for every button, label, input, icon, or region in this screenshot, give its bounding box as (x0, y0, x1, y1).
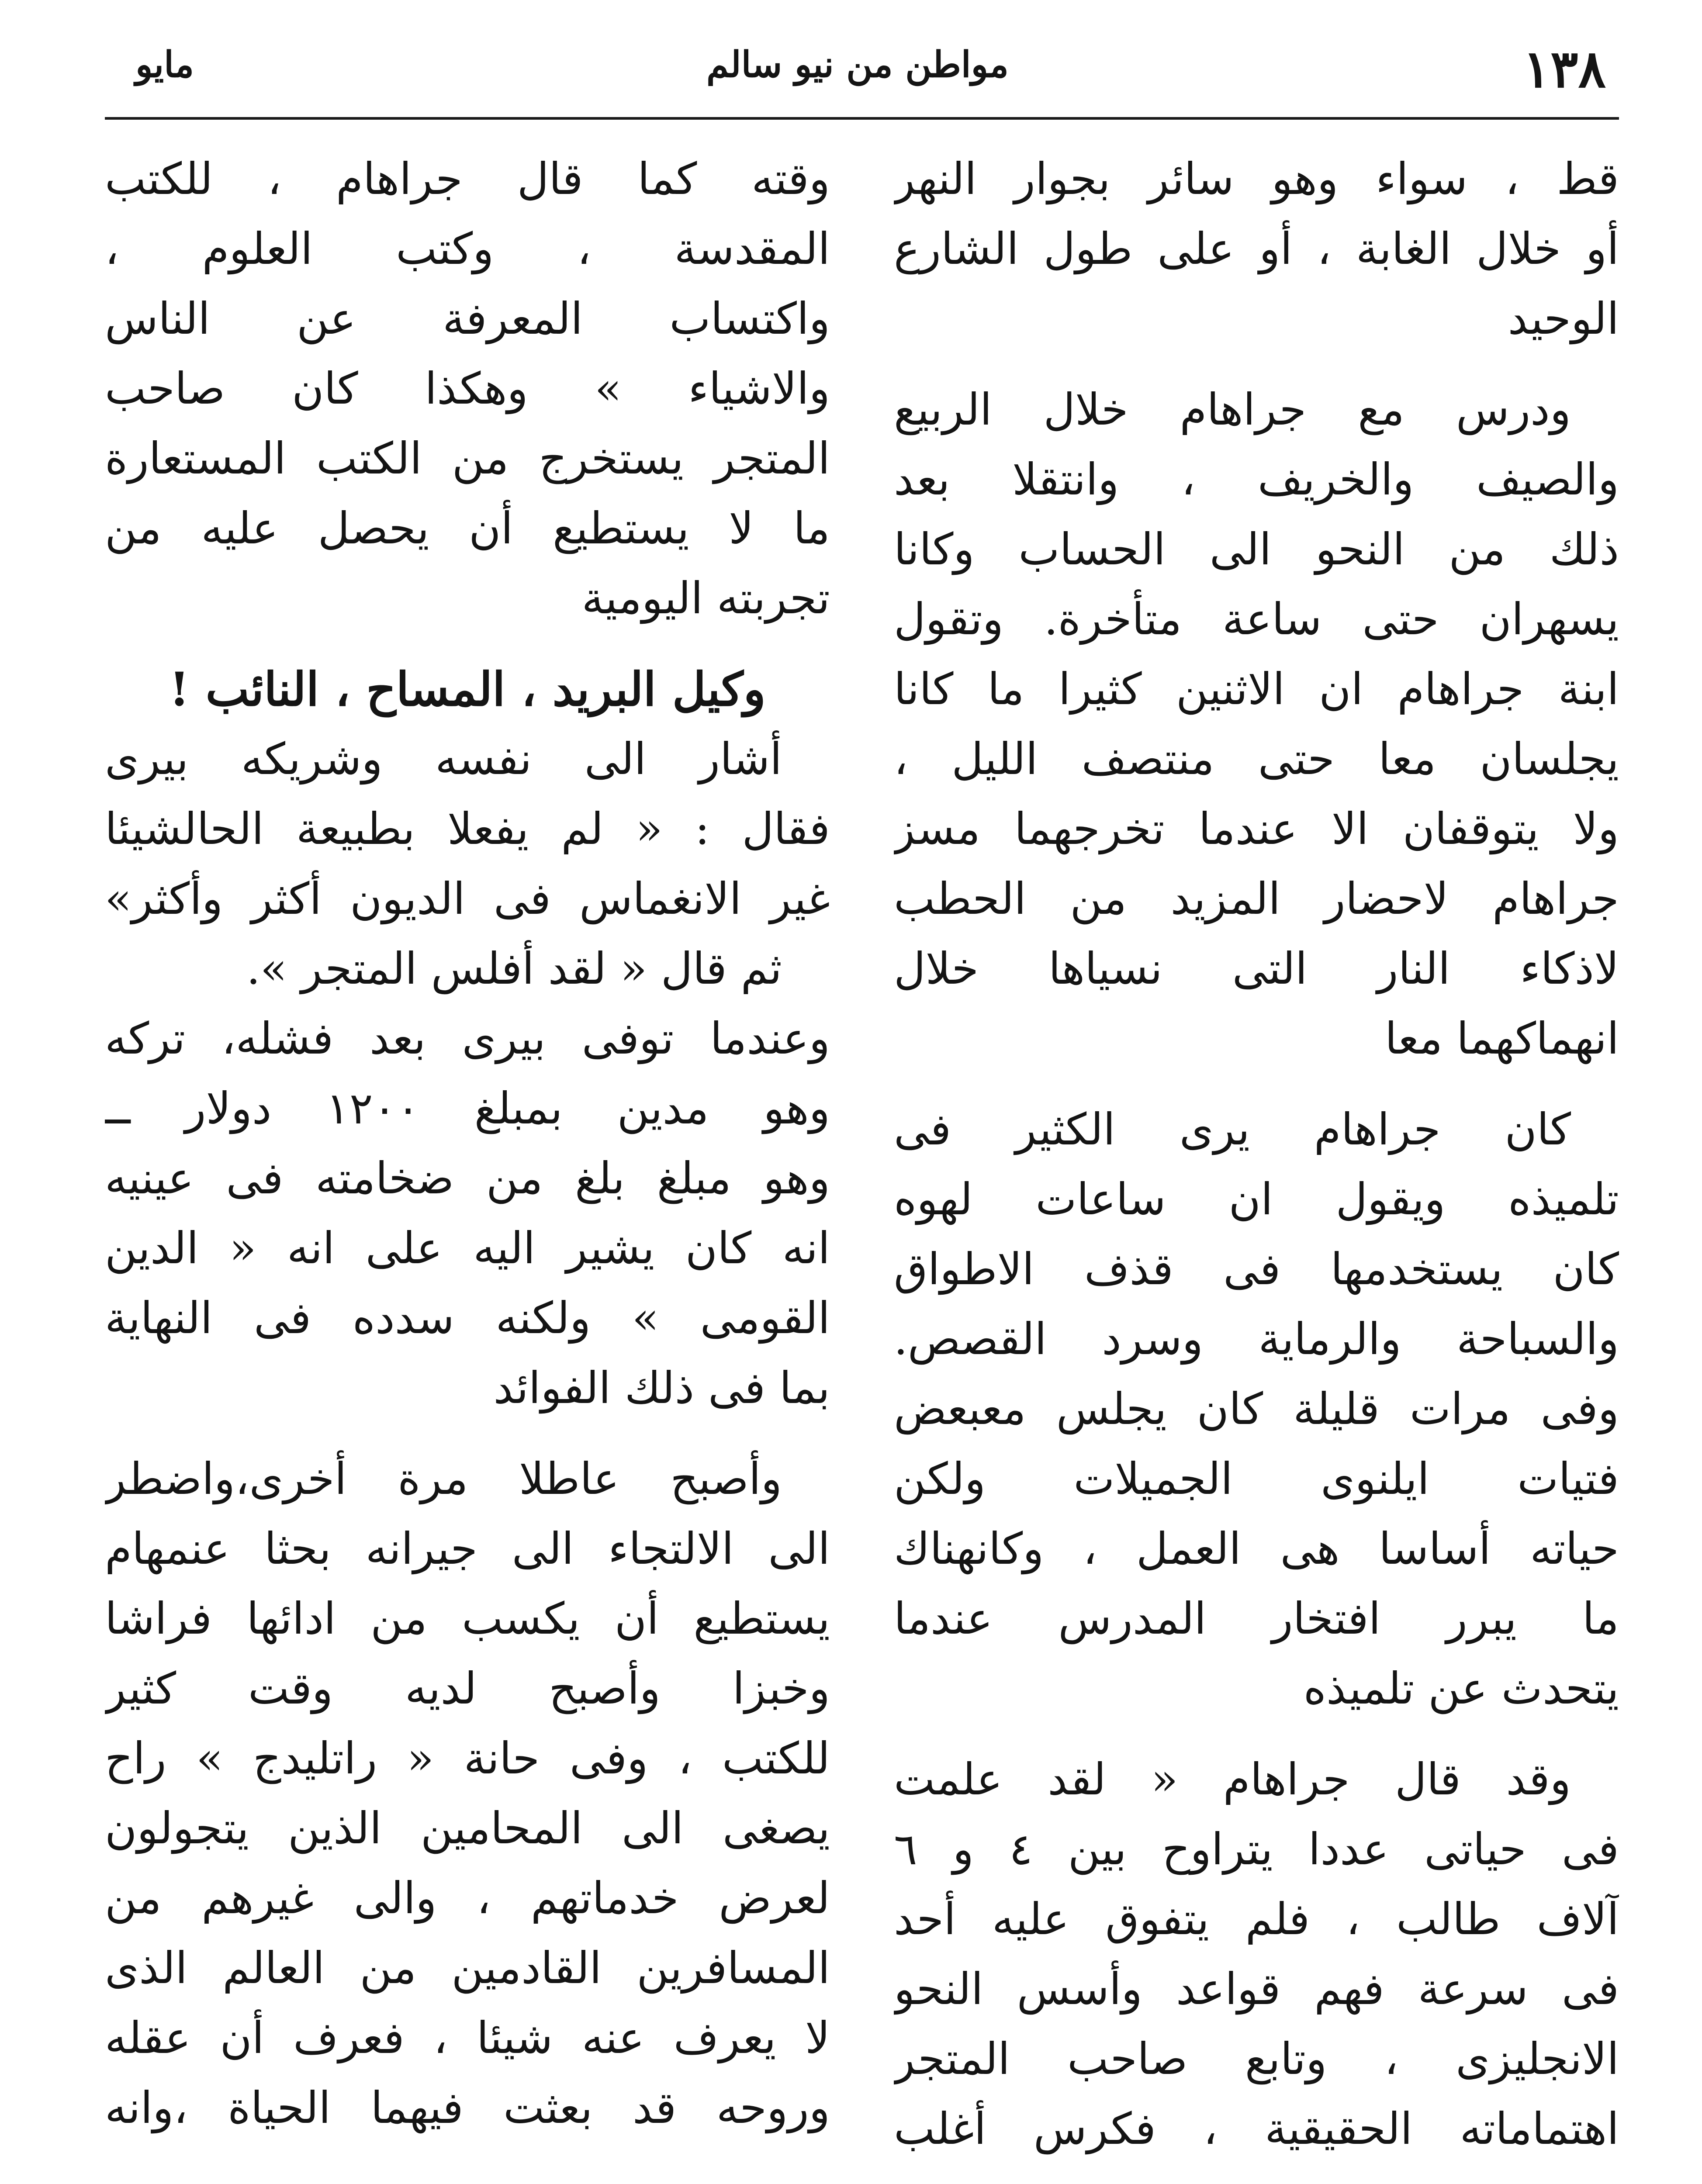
text-line: الانجليزى ، وتابع صاحب المتجر (894, 2033, 1619, 2084)
text-line: انه كان يشير اليه على انه « الدين (105, 1223, 830, 1274)
text-line: لا يعرف عنه شيئا ، فعرف أن عقله (105, 2012, 830, 2063)
text-line: وقته كما قال جراهام ، للكتب (105, 153, 830, 204)
text-line: قط ، سواء وهو سائر بجوار النهر (894, 153, 1619, 204)
text-line: يتحدث عن تلميذه (1303, 1663, 1619, 1714)
text-line: بما فى ذلك الفوائد (493, 1362, 830, 1413)
text-line: وخبزا وأصبح لديه وقت كثير (105, 1663, 830, 1714)
text-line: كان يستخدمها فى قذف الاطواق (894, 1244, 1619, 1295)
text-line: وهو مدين بمبلغ ١٢٠٠ دولار ــ (105, 1083, 830, 1134)
text-line: القومى » ولكنه سدده فى النهاية (105, 1292, 830, 1344)
text-line: حياته أساسا هى العمل ، وكانهناك (894, 1523, 1619, 1574)
text-line: المسافرين القادمين من العالم الذى (105, 1942, 830, 1994)
text-line: الى الالتجاء الى جيرانه بحثا عنمهام (105, 1523, 830, 1574)
text-line: اهتماماته الحقيقية ، فكرس أغلب (894, 2103, 1619, 2154)
text-line: فقال : « لم يفعلا بطبيعة الحالشيئا (105, 803, 830, 854)
page-header (100, 26, 1615, 122)
text-line: ودرس مع جراهام خلال الربيع (894, 384, 1571, 435)
text-line: فى حياتى عددا يتراوح بين ٤ و ٦ (894, 1824, 1619, 1875)
text-line: المتجر يستخرج من الكتب المستعارة (105, 433, 830, 484)
text-line: ولا يتوقفان الا عندما تخرجهما مسز (894, 803, 1619, 854)
text-line: غير الانغماس فى الديون أكثر وأكثر» (105, 873, 830, 924)
paragraph-gap (105, 1423, 830, 1444)
page-number: ١٣٨ (1522, 38, 1606, 99)
text-line: فى سرعة فهم قواعد وأسس النحو (894, 1963, 1619, 2015)
text-line: وعندما توفى بيرى بعد فشله، تركه (105, 1013, 830, 1064)
text-line: يسهران حتى ساعة متأخرة. وتقول (894, 594, 1619, 645)
paragraph-gap (105, 633, 830, 654)
text-line: كان جراهام يرى الكثير فى (894, 1104, 1571, 1155)
text-line: ابنة جراهام ان الاثنين كثيرا ما كانا (894, 663, 1619, 715)
text-line: واكتساب المعرفة عن الناس (105, 293, 830, 344)
text-line: ثم قال « لقد أفلس المتجر ». (246, 943, 782, 994)
text-line: يصغى الى المحامين الذين يتجولون (105, 1803, 830, 1854)
text-line: يستطيع أن يكسب من ادائها فراشا (105, 1593, 830, 1644)
text-line: وفى مرات قليلة كان يجلس معبعض (894, 1383, 1619, 1434)
paragraph-gap (894, 1724, 1619, 1745)
text-line: للكتب ، وفى حانة « راتليدج » راح (105, 1733, 830, 1784)
text-line: والسباحة والرماية وسرد القصص. (894, 1313, 1619, 1365)
text-line: ما لا يستطيع أن يحصل عليه من (105, 503, 830, 554)
section-heading: وكيل البريد ، المساح ، النائب ! (169, 662, 766, 716)
text-line: يجلسان معا حتى منتصف الليل ، (894, 733, 1619, 784)
running-title: مواطن من نيو سالم (706, 44, 1009, 86)
text-line: أو خلال الغابة ، أو على طول الشارع (894, 223, 1619, 274)
left-text-column (105, 144, 830, 2184)
paragraph-gap (894, 1074, 1619, 1095)
text-line: وقد قال جراهام « لقد علمت (894, 1754, 1571, 1805)
text-line: والصيف والخريف ، وانتقلا بعد (894, 454, 1619, 505)
text-line: فتيات ايلنوى الجميلات ولكن (894, 1453, 1619, 1504)
text-line: تلميذه ويقول ان ساعات لهوه (894, 1174, 1619, 1225)
month-label: مايو (135, 44, 194, 86)
right-text-column (894, 144, 1619, 2184)
text-line: جراهام لاحضار المزيد من الحطب (894, 873, 1619, 924)
text-line: وروحه قد بعثت فيهما الحياة ،وانه (105, 2082, 830, 2133)
text-line: المقدسة ، وكتب العلوم ، (105, 223, 830, 274)
text-line: آلاف طالب ، فلم يتفوق عليه أحد (894, 1894, 1619, 1945)
paragraph-gap (894, 354, 1619, 375)
text-line: انهماكهما معا (1384, 1013, 1619, 1064)
text-line: وأصبح عاطلا مرة أخرى،واضطر (105, 1453, 782, 1504)
text-line: لاذكاء النار التى نسياها خلال (894, 943, 1619, 994)
text-line: وهو مبلغ بلغ من ضخامته فى عينيه (105, 1153, 830, 1204)
text-line: ما يبرر افتخار المدرس عندما (894, 1593, 1619, 1644)
text-line: تجربته اليومية (581, 573, 830, 624)
header-rule (105, 117, 1619, 120)
text-line: أشار الى نفسه وشريكه بيرى (105, 733, 782, 784)
text-line: الوحيد (1508, 293, 1619, 344)
text-line: والاشياء » وهكذا كان صاحب (105, 363, 830, 414)
text-line: لعرض خدماتهم ، والى غيرهم من (105, 1873, 830, 1924)
text-line: ذلك من النحو الى الحساب وكانا (894, 524, 1619, 575)
